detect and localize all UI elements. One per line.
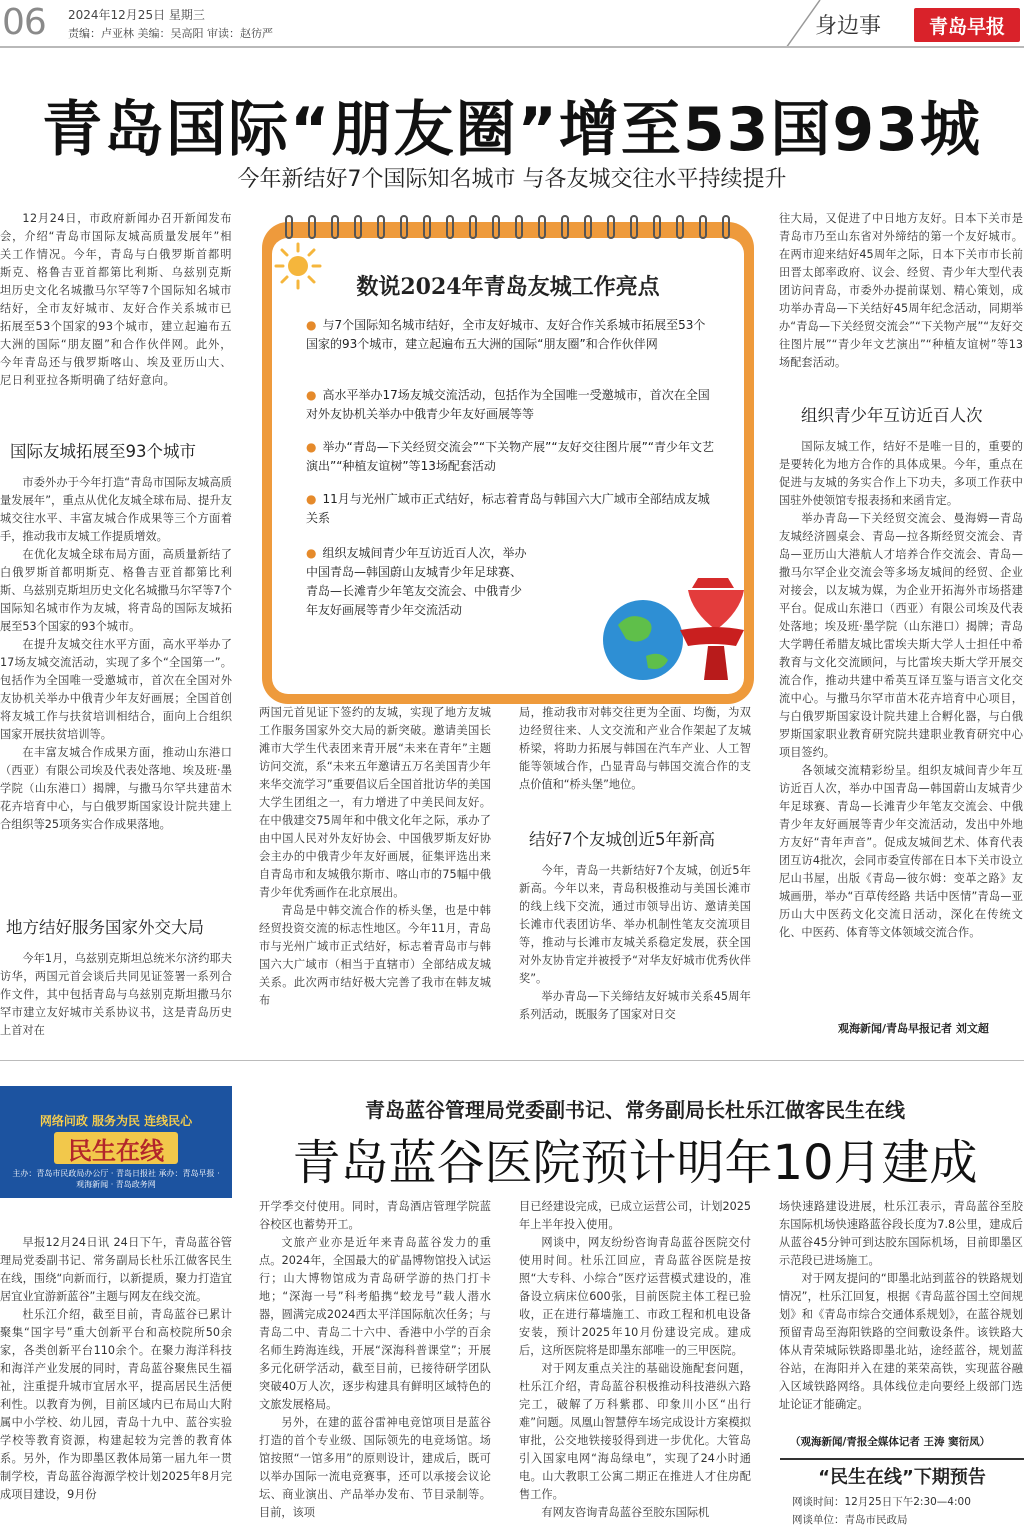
binder-ring: [539, 216, 545, 238]
infobox-item: [306, 438, 714, 476]
newspaper-logo: 青岛早报: [914, 8, 1020, 42]
banner-title: 民生在线: [54, 1132, 178, 1164]
paragraph: 早报12月24日讯 24日下午，青岛蓝谷管理局党委副书记、常务副局长杜乐江做客民生在线，围绕“向新而行，以新提质，聚力打造宜居宜业宜游新蓝谷”主题与网友在线交流。: [0, 1236, 232, 1303]
paragraph: 国际友城工作，结好不是唯一目的，重要的是要转化为地方合作的具体成果。今年，重点在促进与友城的务实合作上下功夫，多项工作获中国驻外使领馆专报表扬和来函肯定。: [779, 440, 1023, 507]
binder-rings: [272, 212, 744, 246]
binder-ring: [677, 216, 683, 238]
paragraph: 有网友咨询青岛蓝谷至胶东国际机: [541, 1506, 710, 1519]
paragraph: 网谈中，网友纷纷咨询青岛蓝谷医院交付使用时间。杜乐江回应，青岛蓝谷医院是按照“大专科、小综合”医疗运营模式建设的，准备设立病床位600张，目前医院主体工程已验收，正在进行幕墙施工、市政工程和机电设备安装，预计2025年10月份建设完成。建成后，这所医院将是即墨东部唯一的三甲医院。: [519, 1236, 751, 1357]
bullet-icon: ●: [306, 388, 317, 402]
article-column-1b: [0, 474, 232, 834]
article2-column-3: [519, 1198, 751, 1531]
binder-ring: [654, 216, 660, 238]
paragraph: 开学季交付使用。同时，青岛酒店管理学院蓝谷校区也蓄势开工。: [259, 1200, 491, 1231]
editor-credits: 责编：卢亚林 美编：吴高阳 审读：赵彷严: [68, 27, 273, 40]
bullet-icon: ●: [306, 546, 317, 560]
section-heading-3: 结好7个友城创近5年新高: [529, 830, 715, 849]
binder-ring: [332, 216, 338, 238]
section-heading-2: 地方结好服务国家外交大局: [6, 918, 204, 937]
article-kicker: 青岛蓝谷管理局党委副书记、常务副局长杜乐江做客民生在线: [365, 1098, 905, 1122]
paragraph: 局，推动我市对韩交往更为全面、均衡，为双边经贸往来、人文交流和产业合作架起了友城桥梁，将助力拓展与韩国在汽车产业、人工智能等领域合作，凸显青岛与韩国交流合作的支点价值和“桥头堡”地位。: [519, 706, 751, 791]
paragraph: 两国元首见证下签约的友城，实现了地方友城工作服务国家外交大局的新突破。邀请美国长滩市大学生代表团来青开展“未来在青年”主题访问交流，系“未来五年邀请五万名美国青少年来华交流学习”重要倡议后全国首批访华的美国大学生团组之一，有力增进了中美民间友好。在中俄建交75周年和中俄文化年之际，承办了由中国人民对外友好协会、中国俄罗斯友好协会主办的中俄青少年友好画展，征集评选出来自青岛市和友城俄尔斯市、喀山市的75幅中俄青少年优秀画作在北京展出。: [259, 706, 491, 899]
binder-ring: [493, 216, 499, 238]
subheadline: 今年新结好7个国际知名城市 与各友城交往水平持续提升: [237, 167, 787, 192]
paragraph: 杜乐江介绍，截至目前，青岛蓝谷已累计聚集“国字号”重大创新平台和高校院所50余家，各类创新平台110余个。在聚力海洋科技和海洋产业发展的同时，青岛蓝谷聚焦民生福祉，注重提升城市宜居水平，提高居民生活便利性。以教育为例，目前区域内已布局山大附属中小学校、幼儿园，青岛十九中、蓝谷实验学校等教育资源，构建起较为完善的教育体系。另外，作为即墨区教体局第一届九年一贯制学校，青岛蓝谷海源学校计划2025年8月完成项目建设，9月份: [0, 1308, 232, 1501]
paragraph: 另外，在建的蓝谷雷神电竞馆项目是蓝谷打造的首个专业级、国际领先的电竞场馆。场馆按照“一馆多用”的原则设计，建成后，既可以举办国际一流电竞赛事，还可以承接会议论坛、商业演出、产品举办发布、节目录制等。目前，该项: [259, 1416, 491, 1519]
binder-ring: [424, 216, 430, 238]
binder-ring: [355, 216, 361, 238]
paragraph: 市委外办于今年打造“青岛市国际友城高质量发展年”，重点从优化友城全球布局、提升友城交往水平、丰富友城合作成果等三个方面着手，推动我市友城工作提质增效。: [0, 476, 232, 543]
paragraph: 今年1月，乌兹别克斯坦总统米尔济约耶夫访华，两国元首会谈后共同见证签署一系列合作文件，其中包括青岛与乌兹别克斯坦撒马尔罕市建立友好城市关系协议书，这是青岛历史上首对在: [0, 952, 232, 1037]
article-column-3b: [519, 862, 751, 1024]
article-column-1: [0, 210, 232, 390]
preview-time: 网谈时间：12月25日下午2:30—4:00: [792, 1496, 971, 1508]
infobox-item: [306, 490, 714, 528]
banner-slogan: 网络问政 服务为民 连线民心: [39, 1114, 193, 1128]
article-headline: 青岛蓝谷医院预计明年10月建成: [292, 1135, 978, 1191]
banner-credits: 主办：青岛市民政局办公厅 · 青岛日报社 承办：青岛早报 · 观海新闻 · 青岛政务网: [12, 1169, 220, 1189]
infobox-item-text: 11月与光州广域市正式结好，标志着青岛与韩国六大广域市全部结成友城关系: [306, 492, 710, 525]
bullet-icon: ●: [306, 492, 317, 506]
section-divider: [0, 1060, 1024, 1061]
binder-ring: [562, 216, 568, 238]
binder-ring: [608, 216, 614, 238]
binder-ring: [401, 216, 407, 238]
bullet-icon: ●: [306, 318, 317, 332]
article-column-3: [519, 704, 751, 794]
binder-ring: [723, 216, 729, 238]
lead-paragraph: 12月24日，市政府新闻办召开新闻发布会，介绍“青岛市国际友城高质量发展年”相关工作情况。今年，青岛与白俄罗斯首都明斯克、格鲁吉亚首都第比利斯、乌兹别克斯坦历史文化名城撒马尔罕等7个国际知名城市结好，全市友好城市、友好合作关系城市已拓展至53个国家的93个城市，建立起遍布五大洲的国际“朋友圈”和合作伙伴网。此外，今年青岛还与俄罗斯喀山、埃及亚历山大、尼日利亚拉各斯明确了结好意向。: [0, 212, 232, 387]
section-heading-1: 国际友城拓展至93个城市: [10, 442, 196, 461]
paragraph: 在丰富友城合作成果方面，推动山东港口（西亚）有限公司埃及代表处落地、埃及班·墨学院（山东港口）揭牌，与撒马尔罕共建苗木花卉培育中心，与白俄罗斯国家设计院共建上合组织等25项务实合作成果落地。: [0, 746, 232, 831]
binder-ring: [447, 216, 453, 238]
paragraph: 文旅产业亦是近年来青岛蓝谷发力的重点。2024年，全国最大的矿晶博物馆投入试运行；山大博物馆成为青岛研学游的热门打卡地；“深海一号”科考船携“蛟龙号”载人潜水器，圆满完成2024西太平洋国际航次任务；与青岛二中、青岛二十六中、香港中小学的百余名师生跨海连线，开展“深海科普课堂”；开展多元化研学活动，截至目前，已接待研学团队突破40万人次，逐步构建具有鲜明区域特色的文旅发展格局。: [259, 1236, 491, 1411]
bullet-icon: ●: [306, 440, 317, 454]
article-column-2: [259, 704, 491, 1010]
paragraph: 今年，青岛一共新结好7个友城，创近5年新高。今年以来，青岛积极推动与美国长滩市的线上线下交流，通过市领导出访、邀请美国长滩市代表团访华、举办机制性笔友交流项目等，推动与长滩市友城关系稳定发展，获全国对外友协肯定并被授予“对华友好城市优秀伙伴奖”。: [519, 864, 751, 985]
page-number: 06: [2, 2, 46, 43]
globe-landmark-icon: [588, 560, 748, 685]
article2-column-1: [0, 1234, 232, 1531]
paragraph: 对于网友重点关注的基础设施配套问题，杜乐江介绍，青岛蓝谷积极推动科技港纵六路完工，破解了万科紫郡、印象川小区“出行难”问题。凤凰山智慧停车场完成设计方案模拟审批，公交地铁接驳得到进一步优化。大管岛引入国家电网“海岛绿电”，实现了24小时通电。山大教职工公寓二期正在推进人才住房配售工作。: [519, 1362, 751, 1501]
section-heading-4: 组织青少年互访近百人次: [801, 406, 983, 425]
binder-ring: [286, 216, 292, 238]
article2-column-2: [259, 1198, 491, 1531]
binder-ring: [700, 216, 706, 238]
paragraph: 举办青岛—下关缔结友好城市关系45周年系列活动，既服务了国家对日交: [519, 990, 751, 1021]
issue-date: 2024年12月25日 星期三: [68, 8, 205, 22]
article-byline: 观海新闻/青岛早报记者 刘文超: [838, 1022, 989, 1035]
infobox-item-text: 组织友城间青少年互访近百人次，举办中国青岛—韩国蔚山友城青少年足球赛、青岛—长滩青少年笔友交流会、中俄青少年友好画展等青少年交流活动: [306, 546, 527, 617]
article-column-4b: [779, 438, 1023, 942]
infobox-item-text: 举办“青岛—下关经贸交流会”“下关物产展”“友好交往图片展”“青少年文艺演出”“种植友谊树”等13场配套活动: [306, 440, 715, 473]
binder-ring: [516, 216, 522, 238]
paragraph: 青岛是中韩交流合作的桥头堡，也是中韩经贸投资交流的标志性地区。今年11月，青岛市与光州广域市正式结好，标志着青岛市与韩国六大广域市（相当于直辖市）全部结成友城关系。此次两市结好极大完善了我市在韩友城布: [259, 904, 491, 1007]
article2-column-4: [779, 1198, 1023, 1434]
article-column-1c: [0, 950, 232, 1042]
paragraph: 举办青岛—下关经贸交流会、曼海姆—青岛友城经济圆桌会、青岛—拉各斯经贸交流会、青岛—亚历山大港航人才培养合作交流会、青岛—撒马尔罕企业交流会等多场友城间的经贸、企业对接会，以友城为媒，为企业开拓海外市场搭建平台。促成山东港口（西亚）有限公司埃及代表处落地；埃及班·墨学院（山东港口）揭牌；青岛大学聘任希腊友城比雷埃夫斯大学人士担任中希教育与文化交流顾问，与比雷埃夫斯大学开展交流合作，推动共建中希英互译互鉴与语言文化交流中心。与撒马尔罕市苗木花卉培育中心项目，与白俄罗斯国家设计院共建上合孵化器，与白俄罗斯国家职业教育研究院共建职业教育研究中心项目签约。: [779, 512, 1023, 759]
headline: 青岛国际“朋友圈”增至53国93城: [42, 95, 982, 165]
infobox-item-text: 高水平举办17场友城交流活动，包括作为全国唯一受邀城市，首次在全国对外友协机关举办中俄青少年友好画展等等: [306, 388, 710, 421]
infobox-item: [306, 544, 528, 620]
binder-ring: [378, 216, 384, 238]
preview-title: “民生在线”下期预告: [818, 1467, 986, 1488]
paragraph: 在优化友城全球布局方面，高质量新结了白俄罗斯首都明斯克、格鲁吉亚首都第比利斯、乌兹别克斯坦历史文化名城撒马尔罕等7个国际知名城市作为友城，将青岛的国际友城拓展至53个国家的93个城市。: [0, 548, 232, 633]
header-rule: [0, 46, 1024, 48]
infobox-item: [306, 386, 714, 424]
paragraph: 往大局，又促进了中日地方友好。日本下关市是青岛市乃至山东省对外缔结的第一个友好城市。在两市迎来结好45周年之际，日本下关市市长前田晋太郎率政府、议会、经贸、青少年大型代表团访问青岛，市委外办提前谋划、精心策划，成功举办青岛—下关结好45周年纪念活动，同期举办“青岛—下关经贸交流会”“下关物产展”“友好交往图片展”“青少年文艺演出”“种植友谊树”等13场配套活动。: [779, 212, 1023, 369]
paragraph: 场快速路建设进展，杜乐江表示，青岛蓝谷至胶东国际机场快速路蓝谷段长度为7.8公里，建成后从蓝谷45分钟可到达胶东国际机场，目前即墨区示范段已进场施工。: [779, 1200, 1023, 1267]
preview-unit: 网谈单位：青岛市民政局: [792, 1514, 908, 1526]
paragraph: 在提升友城交往水平方面，高水平举办了17场友城交流活动，实现了多个“全国第一”。包括作为全国唯一受邀城市，首次在全国对外友协机关举办中俄青少年友好画展；全国首创将友城工作与扶贫培训相结合，面向上合组织国家开展扶贫培训等。: [0, 638, 232, 741]
binder-ring: [631, 216, 637, 238]
page-header: [0, 0, 1024, 48]
article2-byline: （观海新闻/青报全媒体记者 王涛 窦衍凤）: [790, 1436, 991, 1448]
infobox-item-text: 与7个国际知名城市结好，全市友好城市、友好合作关系城市拓展至53个国家的93个城市，建立起遍布五大洲的国际“朋友圈”和合作伙伴网: [306, 318, 706, 351]
paragraph: 目已经建设完成，已成立运营公司，计划2025年上半年投入使用。: [519, 1200, 751, 1231]
paragraph: 对于网友提问的“即墨北站到蓝谷的铁路规划情况”，杜乐江回复，根据《青岛蓝谷国土空间规划》和《青岛市综合交通体系规划》，在蓝谷规划预留青岛至海阳铁路的空间敷设条件。该铁路大体从青荣城际铁路即墨北站，途经蓝谷，规划蓝谷站，在海阳并入在建的莱荣高铁，实现蓝谷融入区域铁路网络。具体线位走向要经上级部门选址论证才能确定。: [779, 1272, 1023, 1411]
infobox-item: [306, 316, 714, 354]
binder-ring: [585, 216, 591, 238]
paragraph: 各领域交流精彩纷呈。组织友城间青少年互访近百人次，举办中国青岛—韩国蔚山友城青少年足球赛、青岛—长滩青少年笔友交流会、中俄青少年友好画展等青少年交流活动，发出中外地方友好“青年声音”。促成友城间艺术、体育代表团互访4批次，会同市委宣传部在日本下关市设立尼山书屋，出版《青岛—彼尔姆：变革之路》友城画册，举办“百草传经路 共话中医情”青岛—亚历山大中医药文化交流日活动，深化在传统文化、中医药、体育等文体领域交流合作。: [779, 764, 1023, 939]
infobox-title: 数说2024年青岛友城工作亮点: [356, 274, 660, 300]
article-column-4: [779, 210, 1023, 372]
binder-ring: [470, 216, 476, 238]
section-name: 身边事: [815, 14, 882, 39]
binder-ring: [309, 216, 315, 238]
